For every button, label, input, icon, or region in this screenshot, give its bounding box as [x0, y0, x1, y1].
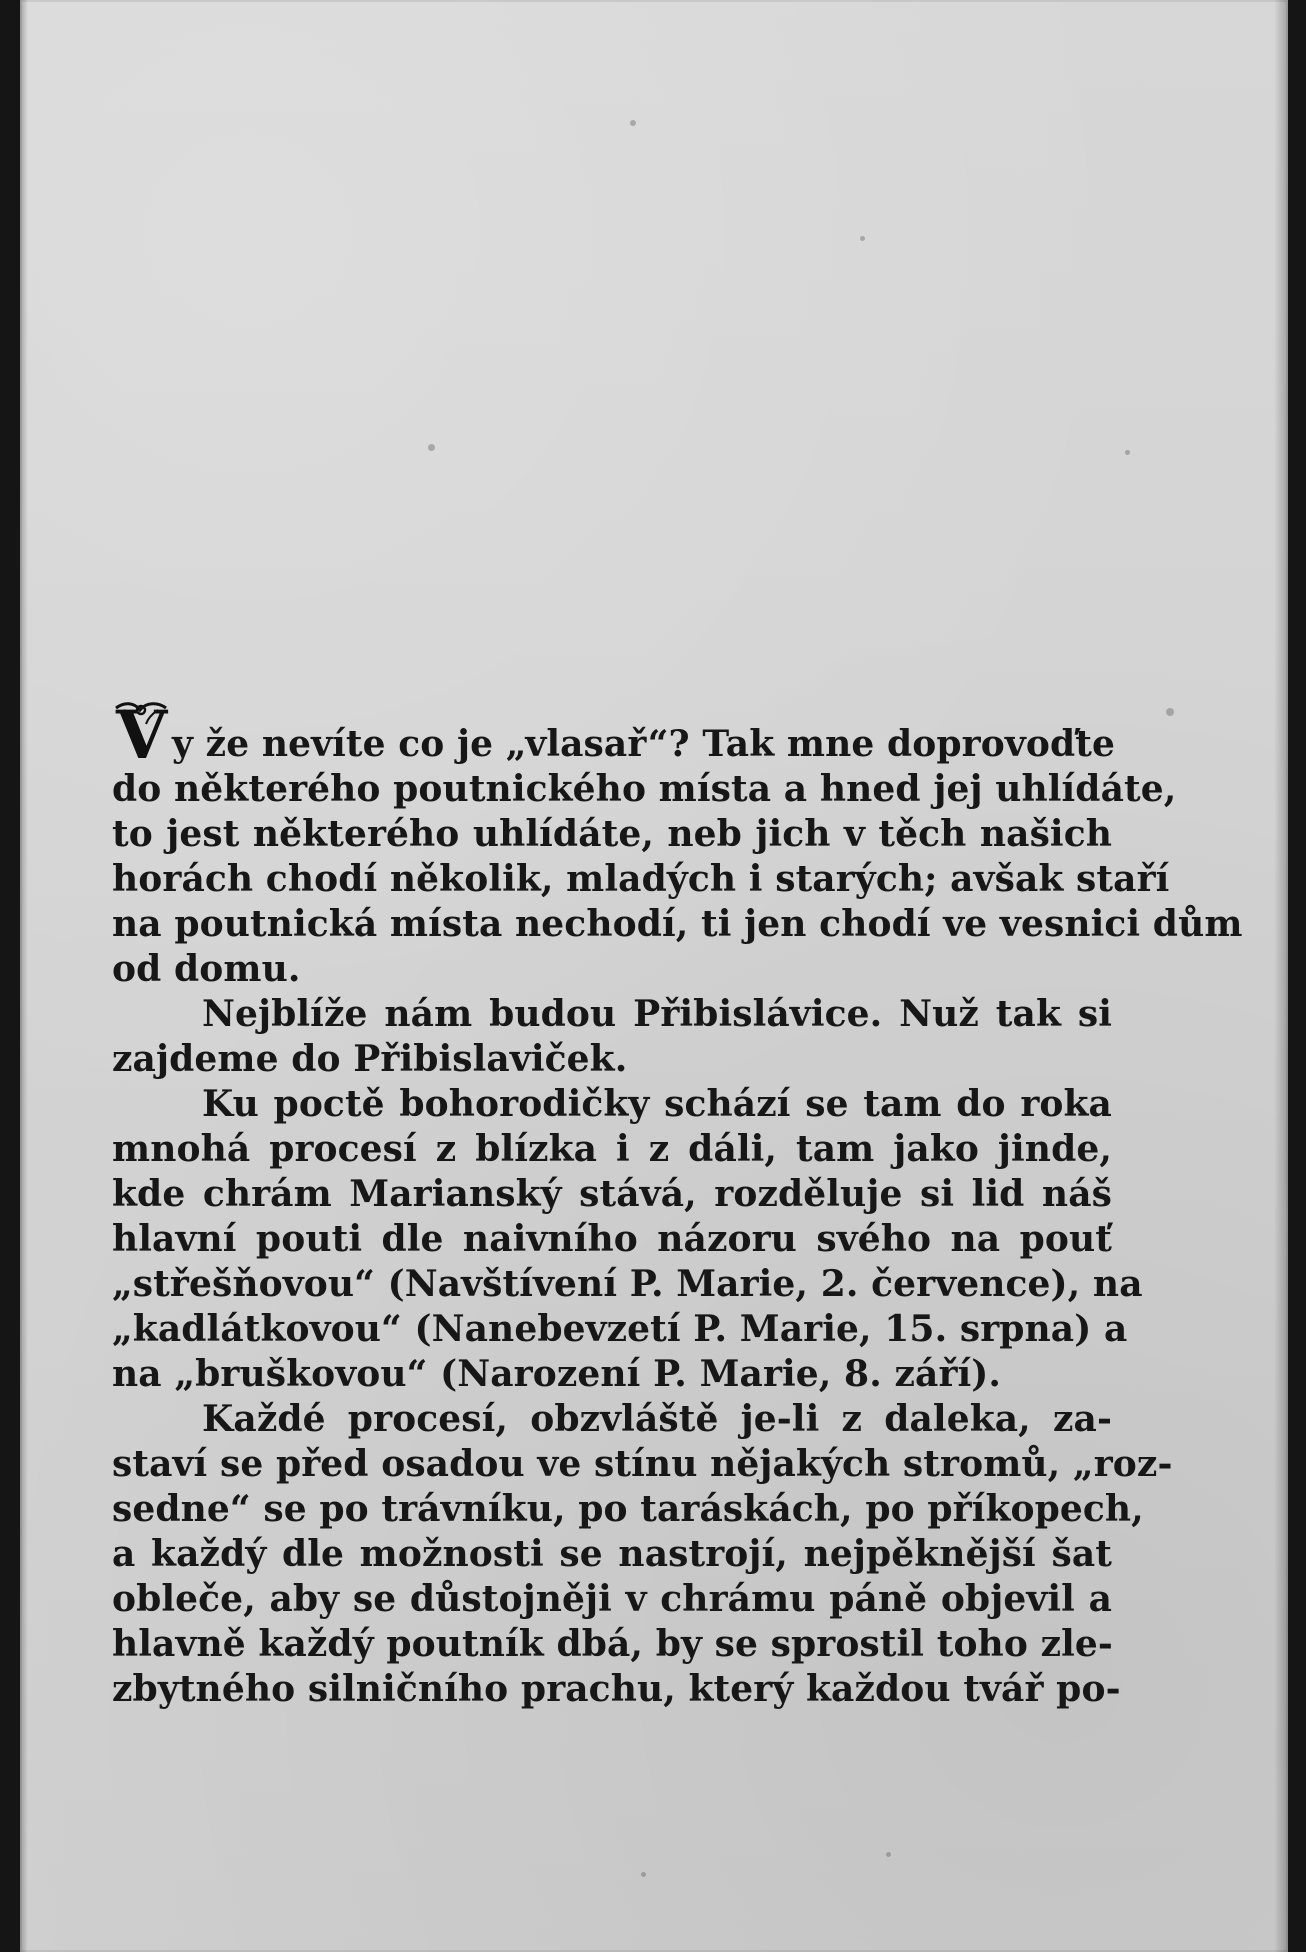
page-left-shadow: [20, 0, 28, 1952]
drop-cap-letter: V: [116, 696, 168, 774]
text-line: staví se před osadou ve stínu nějakých stromů, „roz-: [112, 1443, 1173, 1485]
paper-speck: [886, 1852, 891, 1857]
text-line: hlavně každý poutník dbá, by se sprostil toho zle-: [112, 1623, 1113, 1665]
paper-speck: [860, 236, 865, 241]
text-line: zajdeme do Přibislaviček.: [112, 1038, 628, 1080]
page-right-shadow: [1274, 0, 1288, 1952]
text-line: to jest některého uhlídáte, neb jich v těch našich: [112, 813, 1112, 855]
text-line: na „bruškovou“ (Narození P. Marie, 8. září).: [112, 1353, 1002, 1395]
text-line: od domu.: [112, 948, 301, 990]
paper-speck: [1125, 450, 1130, 455]
text-line: horách chodí několik, mladých i starých; avšak staří: [112, 858, 1170, 900]
paper-speck: [1166, 708, 1174, 716]
page-text: [112, 696, 1243, 1712]
text-line: mnohá procesí z blízka i z dáli, tam jako jinde,: [112, 1128, 1112, 1170]
paper-speck: [641, 1872, 646, 1877]
text-line: a každý dle možnosti se nastrojí, nejpěknější šat: [112, 1533, 1112, 1575]
book-page: [20, 0, 1288, 1952]
text-line: Každé procesí, obzvláště je-li z daleka, za-: [202, 1398, 1112, 1440]
text-line: hlavní pouti dle naivního názoru svého na pouť: [112, 1218, 1112, 1260]
paragraph-lines: [112, 722, 1243, 1712]
drop-cap: [112, 696, 170, 780]
paper-speck: [428, 444, 435, 451]
text-line: na poutnická místa nechodí, ti jen chodí ve vesnici dům: [112, 903, 1243, 945]
text-line: obleče, aby se důstojněji v chrámu páně objevil a: [112, 1578, 1112, 1620]
text-line: Nejblíže nám budou Přibislávice. Nuž tak si: [202, 993, 1112, 1035]
text-line: kde chrám Marianský stává, rozděluje si lid náš: [112, 1173, 1112, 1215]
paper-speck: [630, 120, 636, 126]
text-line: sedne“ se po trávníku, po taráskách, po příkopech,: [112, 1488, 1144, 1530]
text-line: Ku poctě bohorodičky schází se tam do roka: [202, 1083, 1112, 1125]
text-line: „kadlátkovou“ (Nanebevzetí P. Marie, 15. srpna) a: [112, 1308, 1128, 1350]
text-line: „střešňovou“ (Navštívení P. Marie, 2. července), na: [112, 1263, 1143, 1305]
text-line: zbytného silničního prachu, který každou tvář po-: [112, 1668, 1121, 1710]
text-line: do některého poutnického místa a hned jej uhlídáte,: [112, 768, 1177, 810]
text-line: y že nevíte co je „vlasař“? Tak mne doprovoďte: [172, 723, 1115, 765]
